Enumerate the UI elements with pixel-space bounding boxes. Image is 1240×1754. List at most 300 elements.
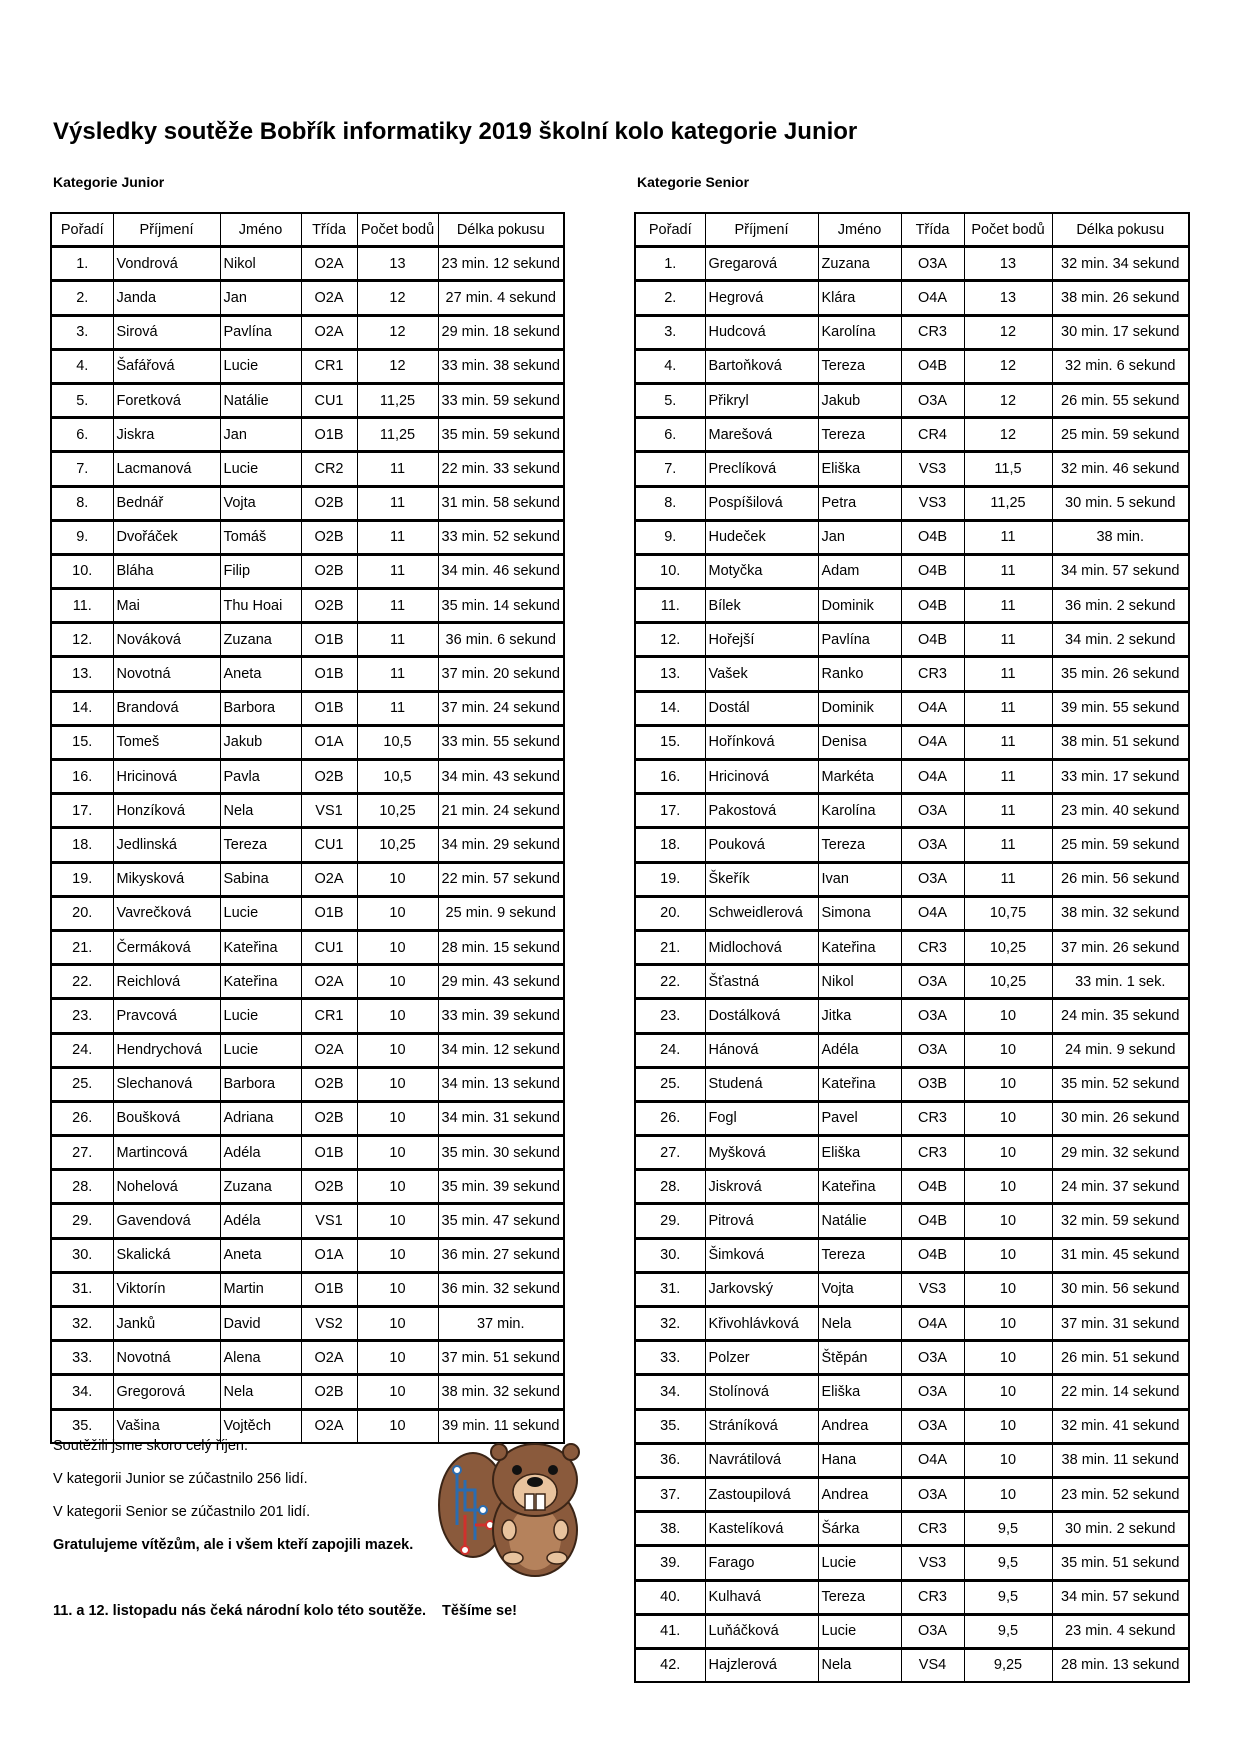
rank-cell: 5. [51, 383, 113, 417]
table-row [635, 1033, 1189, 1067]
table-row [635, 1614, 1189, 1648]
class-cell: CR3 [901, 1580, 964, 1614]
surname-cell: Pospíšilová [705, 486, 818, 520]
name-cell: Adam [818, 554, 901, 588]
table-row [51, 1204, 564, 1238]
table-row [635, 930, 1189, 964]
duration-cell: 24 min. 9 sekund [1052, 1033, 1189, 1067]
points-cell: 9,5 [964, 1580, 1052, 1614]
duration-cell: 39 min. 11 sekund [438, 1409, 564, 1443]
points-cell: 10 [357, 1238, 438, 1272]
class-cell: O3A [901, 862, 964, 896]
rank-cell: 14. [51, 691, 113, 725]
points-cell: 13 [357, 247, 438, 281]
surname-cell: Škeřík [705, 862, 818, 896]
rank-cell: 24. [51, 1033, 113, 1067]
table-row [51, 452, 564, 486]
points-cell: 10 [964, 1067, 1052, 1101]
name-cell: Alena [220, 1341, 301, 1375]
duration-cell: 23 min. 12 sekund [438, 247, 564, 281]
class-cell: O3A [901, 1614, 964, 1648]
duration-cell: 36 min. 27 sekund [438, 1238, 564, 1272]
class-cell: O2B [301, 554, 357, 588]
table-row [51, 965, 564, 999]
name-cell: Martin [220, 1272, 301, 1306]
points-cell: 10,25 [964, 930, 1052, 964]
name-cell: Adéla [220, 1136, 301, 1170]
rank-cell: 2. [635, 281, 705, 315]
class-cell: VS2 [301, 1307, 357, 1341]
name-cell: Pavlína [818, 623, 901, 657]
class-cell: O2A [301, 281, 357, 315]
surname-cell: Přikryl [705, 383, 818, 417]
points-cell: 10 [357, 1067, 438, 1101]
duration-cell: 33 min. 59 sekund [438, 383, 564, 417]
name-cell: Natálie [818, 1204, 901, 1238]
duration-cell: 32 min. 6 sekund [1052, 349, 1189, 383]
surname-cell: Novotná [113, 1341, 220, 1375]
table-row [51, 999, 564, 1033]
name-cell: Jitka [818, 999, 901, 1033]
table-row [51, 349, 564, 383]
name-cell: Markéta [818, 760, 901, 794]
surname-cell: Viktorín [113, 1272, 220, 1306]
surname-cell: Dvořáček [113, 520, 220, 554]
surname-cell: Jarkovský [705, 1272, 818, 1306]
surname-cell: Čermáková [113, 930, 220, 964]
rank-cell: 5. [635, 383, 705, 417]
points-cell: 10 [964, 999, 1052, 1033]
duration-cell: 34 min. 57 sekund [1052, 554, 1189, 588]
footer-line-3: V kategorii Senior se zúčastnilo 201 lidí. [53, 1504, 311, 1520]
table-row [635, 896, 1189, 930]
table-row [51, 862, 564, 896]
surname-cell: Šafářová [113, 349, 220, 383]
table-row [635, 1170, 1189, 1204]
surname-cell: Mikysková [113, 862, 220, 896]
table-row [635, 1375, 1189, 1409]
rank-cell: 41. [635, 1614, 705, 1648]
rank-cell: 12. [51, 623, 113, 657]
points-cell: 10 [964, 1443, 1052, 1477]
rank-cell: 13. [51, 657, 113, 691]
duration-cell: 23 min. 40 sekund [1052, 794, 1189, 828]
points-cell: 13 [964, 281, 1052, 315]
points-cell: 10 [964, 1375, 1052, 1409]
points-cell: 11 [357, 623, 438, 657]
name-cell: Simona [818, 896, 901, 930]
points-cell: 10 [357, 1101, 438, 1135]
table-row [635, 1204, 1189, 1238]
rank-cell: 38. [635, 1512, 705, 1546]
name-cell: Pavla [220, 760, 301, 794]
table-row [51, 623, 564, 657]
rank-cell: 32. [635, 1307, 705, 1341]
points-cell: 11 [357, 452, 438, 486]
class-cell: O3A [901, 1375, 964, 1409]
rank-cell: 34. [635, 1375, 705, 1409]
class-cell: O1B [301, 896, 357, 930]
duration-cell: 38 min. 26 sekund [1052, 281, 1189, 315]
table-row [51, 1272, 564, 1306]
header-surname: Příjmení [113, 213, 220, 247]
class-cell: O1B [301, 1272, 357, 1306]
name-cell: Jakub [220, 725, 301, 759]
rank-cell: 9. [635, 520, 705, 554]
points-cell: 11 [964, 657, 1052, 691]
class-cell: O3A [901, 1341, 964, 1375]
points-cell: 11,25 [964, 486, 1052, 520]
duration-cell: 34 min. 43 sekund [438, 760, 564, 794]
surname-cell: Studená [705, 1067, 818, 1101]
surname-cell: Farago [705, 1546, 818, 1580]
beaver-mascot-icon [435, 1430, 595, 1580]
table-row [635, 520, 1189, 554]
rank-cell: 29. [51, 1204, 113, 1238]
points-cell: 10 [964, 1238, 1052, 1272]
surname-cell: Marešová [705, 418, 818, 452]
table-row [635, 315, 1189, 349]
name-cell: Denisa [818, 725, 901, 759]
rank-cell: 25. [51, 1067, 113, 1101]
name-cell: Štěpán [818, 1341, 901, 1375]
name-cell: Jan [220, 418, 301, 452]
name-cell: Nela [220, 1375, 301, 1409]
points-cell: 10 [357, 965, 438, 999]
points-cell: 10 [964, 1409, 1052, 1443]
name-cell: Tereza [818, 418, 901, 452]
duration-cell: 31 min. 58 sekund [438, 486, 564, 520]
surname-cell: Reichlová [113, 965, 220, 999]
footer-congrats: Gratulujeme vítězům, ale i všem kteří zapojili mazek. [53, 1537, 414, 1553]
duration-cell: 32 min. 41 sekund [1052, 1409, 1189, 1443]
footer-national-round: 11. a 12. listopadu nás čeká národní kolo této soutěže. [53, 1603, 427, 1619]
class-cell: VS3 [901, 1272, 964, 1306]
rank-cell: 2. [51, 281, 113, 315]
duration-cell: 35 min. 30 sekund [438, 1136, 564, 1170]
duration-cell: 30 min. 56 sekund [1052, 1272, 1189, 1306]
surname-cell: Hořejší [705, 623, 818, 657]
points-cell: 10,5 [357, 760, 438, 794]
duration-cell: 30 min. 5 sekund [1052, 486, 1189, 520]
class-cell: O4A [901, 691, 964, 725]
class-cell: O4B [901, 554, 964, 588]
name-cell: Petra [818, 486, 901, 520]
surname-cell: Stolínová [705, 1375, 818, 1409]
duration-cell: 24 min. 37 sekund [1052, 1170, 1189, 1204]
surname-cell: Luňáčková [705, 1614, 818, 1648]
class-cell: O2B [301, 520, 357, 554]
footer-see-you: Těšíme se! [442, 1603, 517, 1619]
name-cell: Pavel [818, 1101, 901, 1135]
class-cell: O1B [301, 657, 357, 691]
points-cell: 10 [357, 1136, 438, 1170]
table-row [51, 930, 564, 964]
class-cell: O2A [301, 1033, 357, 1067]
class-cell: CR3 [901, 1136, 964, 1170]
name-cell: Aneta [220, 1238, 301, 1272]
rank-cell: 6. [51, 418, 113, 452]
rank-cell: 1. [51, 247, 113, 281]
table-row [51, 383, 564, 417]
table-row [51, 281, 564, 315]
class-cell: O2A [301, 315, 357, 349]
class-cell: VS3 [901, 452, 964, 486]
name-cell: Tereza [220, 828, 301, 862]
points-cell: 10 [964, 1307, 1052, 1341]
points-cell: 11 [964, 691, 1052, 725]
class-cell: O3A [901, 965, 964, 999]
duration-cell: 33 min. 52 sekund [438, 520, 564, 554]
class-cell: O3A [901, 1033, 964, 1067]
rank-cell: 14. [635, 691, 705, 725]
class-cell: O4B [901, 1170, 964, 1204]
surname-cell: Sirová [113, 315, 220, 349]
rank-cell: 27. [635, 1136, 705, 1170]
name-cell: Andrea [818, 1477, 901, 1511]
name-cell: Vojta [818, 1272, 901, 1306]
duration-cell: 35 min. 59 sekund [438, 418, 564, 452]
rank-cell: 28. [51, 1170, 113, 1204]
duration-cell: 34 min. 2 sekund [1052, 623, 1189, 657]
header-name: Jméno [818, 213, 901, 247]
duration-cell: 38 min. [1052, 520, 1189, 554]
class-cell: CR4 [901, 418, 964, 452]
table-row [635, 247, 1189, 281]
class-cell: O2A [301, 1341, 357, 1375]
class-cell: O2B [301, 1170, 357, 1204]
table-row [635, 1512, 1189, 1546]
rank-cell: 27. [51, 1136, 113, 1170]
duration-cell: 35 min. 52 sekund [1052, 1067, 1189, 1101]
surname-cell: Pitrová [705, 1204, 818, 1238]
rank-cell: 1. [635, 247, 705, 281]
name-cell: Tereza [818, 1580, 901, 1614]
name-cell: Ivan [818, 862, 901, 896]
duration-cell: 35 min. 51 sekund [1052, 1546, 1189, 1580]
points-cell: 10 [357, 1033, 438, 1067]
class-cell: O1B [301, 691, 357, 725]
class-cell: O1B [301, 418, 357, 452]
rank-cell: 3. [635, 315, 705, 349]
table-row [635, 1546, 1189, 1580]
points-cell: 11 [964, 589, 1052, 623]
name-cell: Šárka [818, 1512, 901, 1546]
points-cell: 10 [357, 862, 438, 896]
table-row [635, 657, 1189, 691]
rank-cell: 3. [51, 315, 113, 349]
duration-cell: 34 min. 31 sekund [438, 1101, 564, 1135]
table-header-row [635, 213, 1189, 247]
class-cell: VS3 [901, 1546, 964, 1580]
rank-cell: 30. [51, 1238, 113, 1272]
header-class: Třída [901, 213, 964, 247]
table-row [635, 486, 1189, 520]
duration-cell: 21 min. 24 sekund [438, 794, 564, 828]
table-row [635, 965, 1189, 999]
surname-cell: Preclíková [705, 452, 818, 486]
name-cell: Sabina [220, 862, 301, 896]
duration-cell: 34 min. 57 sekund [1052, 1580, 1189, 1614]
surname-cell: Jedlinská [113, 828, 220, 862]
name-cell: Jan [220, 281, 301, 315]
duration-cell: 30 min. 17 sekund [1052, 315, 1189, 349]
rank-cell: 21. [635, 930, 705, 964]
points-cell: 9,5 [964, 1512, 1052, 1546]
name-cell: Lucie [220, 896, 301, 930]
points-cell: 10 [964, 1477, 1052, 1511]
rank-cell: 12. [635, 623, 705, 657]
name-cell: Lucie [818, 1614, 901, 1648]
table-row [51, 1033, 564, 1067]
points-cell: 10 [357, 1170, 438, 1204]
surname-cell: Hudcová [705, 315, 818, 349]
points-cell: 11 [357, 520, 438, 554]
table-row [51, 247, 564, 281]
surname-cell: Honzíková [113, 794, 220, 828]
duration-cell: 38 min. 51 sekund [1052, 725, 1189, 759]
table-row [51, 794, 564, 828]
junior-results-table [50, 212, 565, 1444]
name-cell: Zuzana [220, 1170, 301, 1204]
surname-cell: Nováková [113, 623, 220, 657]
points-cell: 12 [964, 349, 1052, 383]
rank-cell: 19. [51, 862, 113, 896]
rank-cell: 21. [51, 930, 113, 964]
points-cell: 11 [964, 520, 1052, 554]
surname-cell: Vašek [705, 657, 818, 691]
class-cell: CR3 [901, 1512, 964, 1546]
duration-cell: 25 min. 59 sekund [1052, 828, 1189, 862]
points-cell: 10,5 [357, 725, 438, 759]
rank-cell: 26. [51, 1101, 113, 1135]
table-row [635, 760, 1189, 794]
rank-cell: 13. [635, 657, 705, 691]
surname-cell: Bílek [705, 589, 818, 623]
table-row [635, 1341, 1189, 1375]
name-cell: Nikol [220, 247, 301, 281]
name-cell: Tereza [818, 349, 901, 383]
duration-cell: 36 min. 6 sekund [438, 623, 564, 657]
points-cell: 10 [964, 1101, 1052, 1135]
points-cell: 11 [357, 589, 438, 623]
name-cell: Aneta [220, 657, 301, 691]
points-cell: 10,25 [357, 828, 438, 862]
name-cell: Kateřina [220, 965, 301, 999]
name-cell: Eliška [818, 452, 901, 486]
name-cell: Nela [818, 1648, 901, 1682]
duration-cell: 33 min. 39 sekund [438, 999, 564, 1033]
name-cell: Jan [818, 520, 901, 554]
name-cell: Eliška [818, 1136, 901, 1170]
class-cell: CR1 [301, 999, 357, 1033]
name-cell: Tomáš [220, 520, 301, 554]
name-cell: Tereza [818, 828, 901, 862]
surname-cell: Kulhavá [705, 1580, 818, 1614]
duration-cell: 29 min. 43 sekund [438, 965, 564, 999]
table-row [635, 999, 1189, 1033]
points-cell: 10 [357, 1272, 438, 1306]
duration-cell: 30 min. 2 sekund [1052, 1512, 1189, 1546]
rank-cell: 36. [635, 1443, 705, 1477]
surname-cell: Slechanová [113, 1067, 220, 1101]
name-cell: Lucie [818, 1546, 901, 1580]
table-row [51, 1238, 564, 1272]
surname-cell: Brandová [113, 691, 220, 725]
rank-cell: 4. [635, 349, 705, 383]
name-cell: Dominik [818, 589, 901, 623]
surname-cell: Bláha [113, 554, 220, 588]
points-cell: 12 [964, 418, 1052, 452]
points-cell: 10 [357, 1204, 438, 1238]
class-cell: O2A [301, 1409, 357, 1443]
points-cell: 10 [964, 1033, 1052, 1067]
points-cell: 11,25 [357, 383, 438, 417]
rank-cell: 9. [51, 520, 113, 554]
class-cell: CR3 [901, 315, 964, 349]
duration-cell: 32 min. 59 sekund [1052, 1204, 1189, 1238]
table-row [635, 418, 1189, 452]
points-cell: 10 [964, 1204, 1052, 1238]
surname-cell: Gregarová [705, 247, 818, 281]
class-cell: O4B [901, 1204, 964, 1238]
table-row [635, 828, 1189, 862]
points-cell: 12 [964, 383, 1052, 417]
rank-cell: 42. [635, 1648, 705, 1682]
surname-cell: Boušková [113, 1101, 220, 1135]
rank-cell: 31. [635, 1272, 705, 1306]
duration-cell: 33 min. 17 sekund [1052, 760, 1189, 794]
table-row [51, 1375, 564, 1409]
rank-cell: 26. [635, 1101, 705, 1135]
points-cell: 12 [357, 349, 438, 383]
name-cell: Barbora [220, 1067, 301, 1101]
surname-cell: Hudeček [705, 520, 818, 554]
points-cell: 10 [357, 1409, 438, 1443]
points-cell: 10,25 [964, 965, 1052, 999]
rank-cell: 4. [51, 349, 113, 383]
points-cell: 11 [357, 657, 438, 691]
surname-cell: Hánová [705, 1033, 818, 1067]
surname-cell: Kastelíková [705, 1512, 818, 1546]
class-cell: O2A [301, 247, 357, 281]
duration-cell: 26 min. 55 sekund [1052, 383, 1189, 417]
class-cell: O4B [901, 589, 964, 623]
rank-cell: 33. [635, 1341, 705, 1375]
points-cell: 12 [357, 315, 438, 349]
surname-cell: Vavrečková [113, 896, 220, 930]
rank-cell: 8. [51, 486, 113, 520]
class-cell: VS1 [301, 794, 357, 828]
name-cell: Thu Hoai [220, 589, 301, 623]
surname-cell: Gavendová [113, 1204, 220, 1238]
rank-cell: 15. [51, 725, 113, 759]
table-row [51, 1341, 564, 1375]
surname-cell: Skalická [113, 1238, 220, 1272]
surname-cell: Polzer [705, 1341, 818, 1375]
surname-cell: Pakostová [705, 794, 818, 828]
rank-cell: 23. [51, 999, 113, 1033]
points-cell: 11 [964, 725, 1052, 759]
name-cell: Andrea [818, 1409, 901, 1443]
surname-cell: Jiskrová [705, 1170, 818, 1204]
name-cell: David [220, 1307, 301, 1341]
surname-cell: Pouková [705, 828, 818, 862]
table-row [635, 1101, 1189, 1135]
class-cell: O1B [301, 623, 357, 657]
duration-cell: 33 min. 1 sek. [1052, 965, 1189, 999]
class-cell: O2B [301, 1375, 357, 1409]
